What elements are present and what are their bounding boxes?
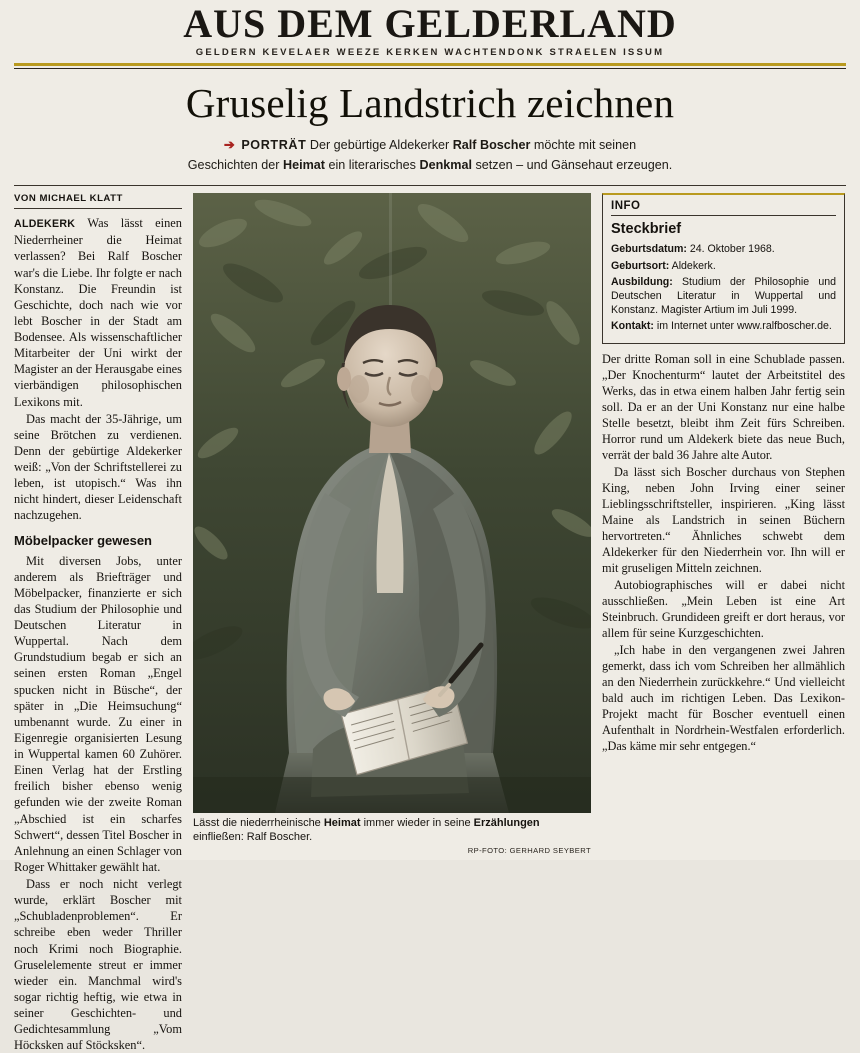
info-row: [611, 242, 836, 256]
standfirst-kw-heimat: Heimat: [282, 157, 325, 172]
subheading-moebelpacker: Möbelpacker gewesen: [14, 532, 152, 548]
info-row: [611, 275, 836, 317]
info-key: Geburtsdatum:: [611, 243, 687, 256]
photo-caption-kw-heimat: Heimat: [323, 817, 361, 830]
info-key: Ausbildung:: [611, 275, 673, 288]
standfirst-text-1c: möchte mit seinen: [530, 138, 637, 153]
column-right: [602, 193, 845, 838]
info-value: Aldekerk.: [669, 259, 716, 272]
article-body: [14, 193, 846, 1053]
paragraph-right-3: Autobiographisches will er dabei nicht ausschließen. „Mein Leben ist eine Art Steinbruch. Grundideen greift er dort heraus, vor allem für seine Kurzgeschichten.: [602, 577, 845, 640]
standfirst-text-2c: ein literarisches: [324, 157, 420, 172]
paragraph-right-2: Da lässt sich Boscher durchaus von Stephen King, neben John Irving einer seiner Lieblingsschriftsteller, inspirieren. „King lässt Maine als Landstrich in seinen Büchern hervortreten.“ Ähnliches schwebt dem Aldekerker für den Niederrhein vor. Ihn will er mit gruseligen Mitteln zeichnen.: [602, 464, 845, 575]
masthead: [14, 0, 846, 69]
standfirst-kw-denkmal: Denkmal: [419, 157, 472, 172]
deck-rule: [14, 185, 846, 186]
info-value: im Internet unter www.ralfboscher.de.: [653, 319, 832, 332]
photo-caption-a: Lässt die niederrheinische: [193, 817, 324, 830]
standfirst-kicker: PORTRÄT: [241, 138, 307, 153]
paragraph-left-4: Dass er noch nicht verlegt wurde, erklärt Boscher mit „Schubladenproblemen“. Er schreibe eben weder Thriller noch Krimi noch Biographie. Gruselelemente streut er immer wieder ein. Manchmal wird's sogar richtig heftig, wie etwa in seiner Geschichten- und Gedichtesammlung „Vom Höcksken auf Stöcksken“.: [14, 877, 182, 1053]
masthead-title: AUS DEM GELDERLAND: [183, 1, 677, 46]
masthead-towns: GELDERN KEVELAER WEEZE KERKEN WACHTENDONK STRAELEN ISSUM: [195, 47, 665, 58]
byline: VON MICHAEL KLATT: [14, 193, 182, 209]
column-middle: [193, 193, 591, 855]
paragraph-left-1-text: Was lässt einen Niederrheiner die Heimat verlassen? Bei Ralf Boscher war's die Liebe. Ihr folgte er nach Konstanz. Die Freundin ist Geschichte, doch nach wie vor lebt Boscher in der Stadt am Bodensee. Als wissenschaftlicher Mitarbeiter der Uni wirkt der Magister an der Herausgabe eines vierbändigen philosophischen Lexikons mit.: [14, 216, 182, 409]
photo-caption-c: immer wieder in seine: [360, 817, 474, 830]
column-left: [14, 193, 182, 1053]
paragraph-right-4: „Ich habe in den vergangenen zwei Jahren gemerkt, dass ich vom Schreiben her allmählich an den Niederrhein zurückkehre.“ Und vielleicht bald auch im richtigen Leben. Das Lexikon-Projekt macht für Boscher eventuell einen Aufenthalt in Nordrhein-Westfalen erforderlich. „Das käme mir sehr entgegen.“: [602, 642, 845, 753]
standfirst-text-1a: Der gebürtige Aldekerker: [309, 138, 453, 153]
info-box-title: Steckbrief: [611, 221, 682, 238]
info-row: [611, 319, 836, 333]
photo-wrap: [193, 193, 591, 855]
standfirst: [14, 135, 846, 183]
photo-caption-kw-erzaehlungen: Erzählungen: [473, 817, 540, 830]
dateline: ALDEKERK: [14, 218, 76, 231]
info-key: Kontakt:: [611, 319, 654, 332]
standfirst-name: Ralf Boscher: [452, 138, 531, 153]
standfirst-line-1: [50, 135, 810, 156]
paragraph-right-1: Der dritte Roman soll in eine Schublade passen. „Der Knochenturm“ lautet der Arbeitstitel des Werks, das in etwa einem halben Jahr fertig sein soll. Da er an der Uni Konstanz nur eine halbe Stelle besetzt, bleibt ihm Zeit fürs Schreiben. Horror rund um Aldekerk biete das neue Buch, verrät der bald 36 Jahre alte Autor.: [602, 351, 845, 462]
paragraph-left-3: Mit diversen Jobs, unter anderem als Briefträger und Möbelpacker, finanzierte er sich das Studium der Philosophie und Deutschen Literatur in Wuppertal. Nach dem Grundstudium begab er sich an seinen ersten Roman „Engel spucken nicht in Büsche“, der später in „Die Heimsuchung“ umbenannt wurde. Zu einer in Eigenregie organisierten Lesung in Wuppertal kamen 60 Zuhörer. Einen Verlag hat der Erstling freilich bisher ebenso wenig gefunden wie der zweite Roman „Abschied ist ein scharfes Schwert“, dessen Titel Boscher in Anlehnung an einen Schlager von Roger Whittaker gewählt hat.: [14, 553, 182, 874]
standfirst-text-2e: setzen – und Gänsehaut erzeugen.: [471, 157, 673, 172]
info-row: [611, 259, 836, 273]
paragraph-left-1: [14, 215, 182, 409]
masthead-rule-thin: [14, 68, 846, 69]
paragraph-left-2: Das macht der 35-Jährige, um seine Brötchen zu verdienen. Denn der gebürtige Aldekerker weiß: „Von der Schriftstellerei zu leben, ist utopisch.“ Was ihn nicht hindert, dieser Leidenschaft nachzugehen.: [14, 411, 182, 523]
photo-illustration: [193, 193, 591, 813]
article-photo: [193, 193, 591, 813]
info-box-label: INFO: [611, 200, 836, 216]
info-key: Geburtsort:: [611, 259, 670, 272]
arrow-right-icon: ➔: [223, 137, 235, 153]
page-title: Gruselig Landstrich zeichnen: [185, 80, 675, 126]
masthead-rule-gold: [14, 63, 846, 66]
photo-credit: RP-FOTO: GERHARD SEYBERT: [467, 845, 591, 855]
info-value: 24. Oktober 1968.: [686, 243, 775, 256]
standfirst-line-2: [50, 156, 810, 176]
standfirst-text-2a: Geschichten der: [187, 157, 283, 172]
info-box: [602, 193, 845, 343]
info-value: Studium der Philosophie und Deutschen Literatur in Wuppertal und Konstanz. Magister Artium im Juli 1999.: [611, 275, 836, 316]
photo-caption-e: einfließen: Ralf Boscher.: [193, 831, 313, 844]
photo-caption: [193, 817, 591, 845]
